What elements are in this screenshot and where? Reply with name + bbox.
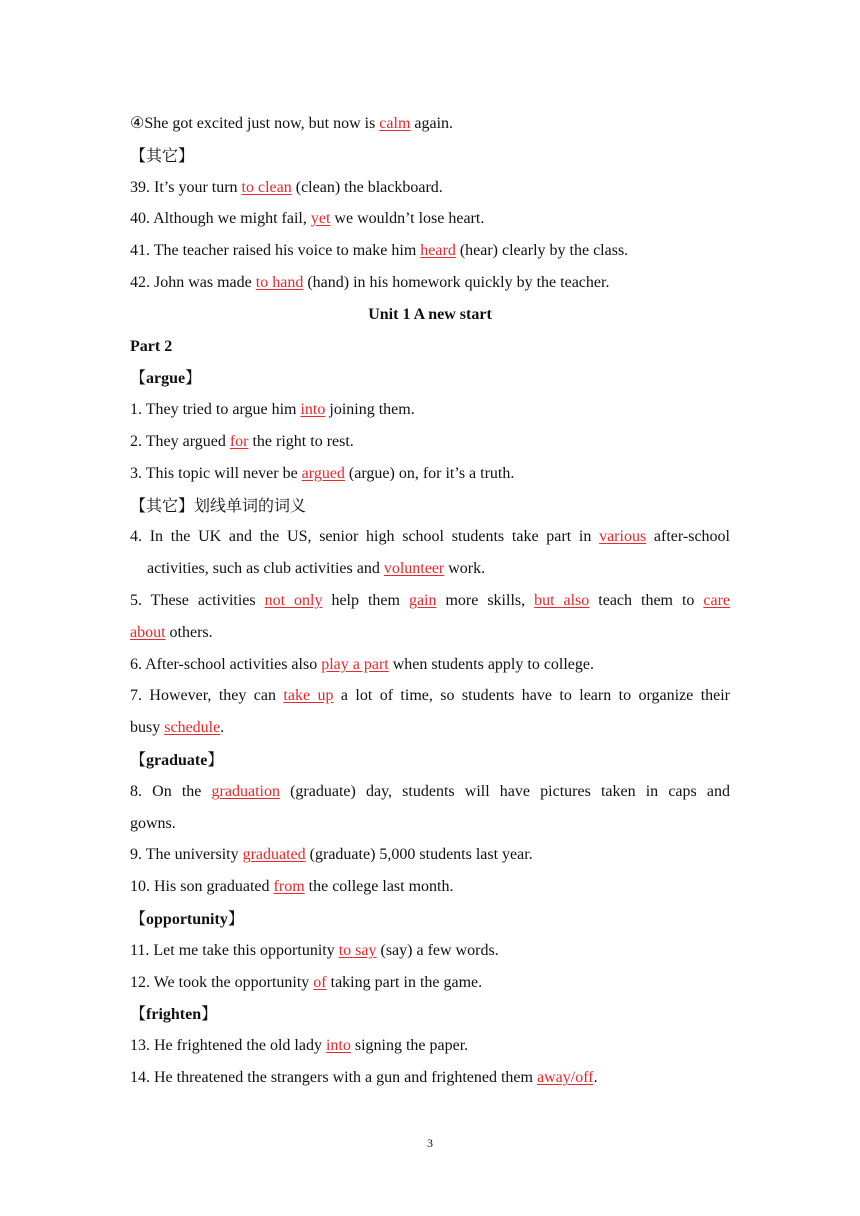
answer-blank: care [703,592,731,609]
text-line [130,178,730,198]
text-line [130,782,730,802]
text-segment: gowns. [130,815,176,832]
text-segment: (graduate) 5,000 students last year. [305,846,533,863]
text-line [130,464,730,484]
text-segment: again. [410,115,454,132]
section-heading [130,909,730,930]
text-line [130,241,730,261]
text-segment: help them [322,592,409,609]
text-segment: 2. They argued [130,433,230,450]
section-heading [130,1004,730,1025]
answer-blank: to hand [255,274,304,291]
answer-blank: graduation [211,783,280,800]
text-segment: 5. These activities [130,592,265,609]
text-segment: (hear) clearly by the class. [455,242,629,259]
text-segment: (clean) the blackboard. [291,179,443,196]
text-segment: 13. He frightened the old lady [130,1037,326,1054]
text-segment: Part 2 [130,338,173,355]
text-segment: a lot of time, so students have to learn to organize their [333,687,731,704]
text-segment: . [220,719,225,736]
text-segment: graduate [146,752,208,769]
answer-blank: argued [301,465,345,482]
answer-blank: into [325,1037,351,1054]
text-segment: after-school [646,528,730,545]
section-heading [130,146,730,167]
text-segment: 14. He threatened the strangers with a gun and frightened them [130,1069,537,1086]
text-segment: 41. The teacher raised his voice to make him [130,242,421,259]
text-segment: frighten [146,1006,202,1023]
text-segment: 6. After-school activities also [130,656,322,673]
text-segment: 【其它】 [130,146,195,165]
text-segment: 12. We took the opportunity [130,974,314,991]
text-segment: 【 [130,750,147,769]
answer-blank: yet [310,210,331,227]
text-segment: 】 [227,909,244,928]
text-segment: activities, such as club activities and [147,560,384,577]
text-line [130,400,730,420]
text-segment: 【 [130,1004,147,1023]
text-line [147,559,730,579]
text-segment: 3. This topic will never be [130,465,302,482]
answer-blank: to say [338,942,377,959]
text-segment: 4. In the UK and the US, senior high school students take part in [130,528,600,545]
answer-blank: of [313,974,327,991]
text-segment: argue [146,370,186,387]
text-line [130,814,730,834]
page-number: 3 [427,1136,433,1150]
text-segment: Unit 1 A new start [368,306,492,323]
answer-blank: volunteer [383,560,445,577]
text-line [130,209,730,229]
text-segment: 39. It’s your turn [130,179,242,196]
text-line [130,655,730,675]
section-heading [130,750,730,771]
text-segment: (say) a few words. [376,942,499,959]
text-segment: the college last month. [304,878,454,895]
answer-blank: for [229,433,249,450]
answer-blank: heard [420,242,456,259]
text-segment: 1. They tried to argue him [130,401,301,418]
answer-blank: into [300,401,326,418]
text-segment: 9. The university [130,846,243,863]
text-segment: ④She got excited just now, but now is [130,115,380,132]
text-segment: 11. Let me take this opportunity [130,942,339,959]
section-heading [130,368,730,389]
answer-blank: from [273,878,305,895]
text-line [130,114,730,134]
text-segment: 】 [201,1004,218,1023]
text-line [130,591,730,611]
text-line [130,1036,730,1056]
text-segment: 7. However, they can [130,687,284,704]
text-line [130,273,730,293]
text-segment: (graduate) day, students will have pictures taken in caps and [279,783,730,800]
text-line [130,941,730,961]
text-segment: when students apply to college. [388,656,595,673]
text-segment: joining them. [325,401,415,418]
answer-blank: graduated [242,846,306,863]
text-line [130,973,730,993]
text-segment: 10. His son graduated [130,878,274,895]
answer-blank: not only [264,592,323,609]
text-line [130,432,730,452]
unit-title [130,305,730,325]
text-line [130,718,730,738]
text-segment: the right to rest. [248,433,354,450]
answer-blank: play a part [321,656,389,673]
text-segment: 【 [130,909,147,928]
text-segment: teach them to [589,592,704,609]
text-line [130,877,730,897]
text-line [130,686,730,706]
text-segment: work. [444,560,486,577]
text-segment: 【其它】划线单词的词义 [130,496,307,515]
text-line [130,845,730,865]
text-segment: taking part in the game. [326,974,483,991]
section-heading [130,496,730,517]
text-segment: 40. Although we might fail, [130,210,311,227]
text-segment: (hand) in his homework quickly by the teacher. [303,274,610,291]
answer-blank: calm [379,115,411,132]
text-segment: 42. John was made [130,274,256,291]
answer-blank: about [130,624,166,641]
text-segment: 】 [185,368,202,387]
answer-blank: but also [534,592,590,609]
part-label [130,337,730,357]
text-segment: we wouldn’t lose heart. [330,210,485,227]
answer-blank: take up [283,687,334,704]
text-segment: signing the paper. [350,1037,469,1054]
text-line [130,623,730,643]
text-segment: more skills, [436,592,535,609]
text-line [130,527,730,547]
answer-blank: various [599,528,647,545]
text-segment: (argue) on, for it’s a truth. [344,465,515,482]
answer-blank: away/off [536,1069,594,1086]
text-segment: busy [130,719,165,736]
text-segment: opportunity [146,911,228,928]
text-segment: others. [165,624,213,641]
answer-blank: gain [408,592,437,609]
text-segment: 8. On the [130,783,212,800]
text-segment: 【 [130,368,147,387]
answer-blank: schedule [164,719,221,736]
text-segment: 】 [207,750,224,769]
text-segment: . [593,1069,598,1086]
answer-blank: to clean [241,179,292,196]
text-line [130,1068,730,1088]
